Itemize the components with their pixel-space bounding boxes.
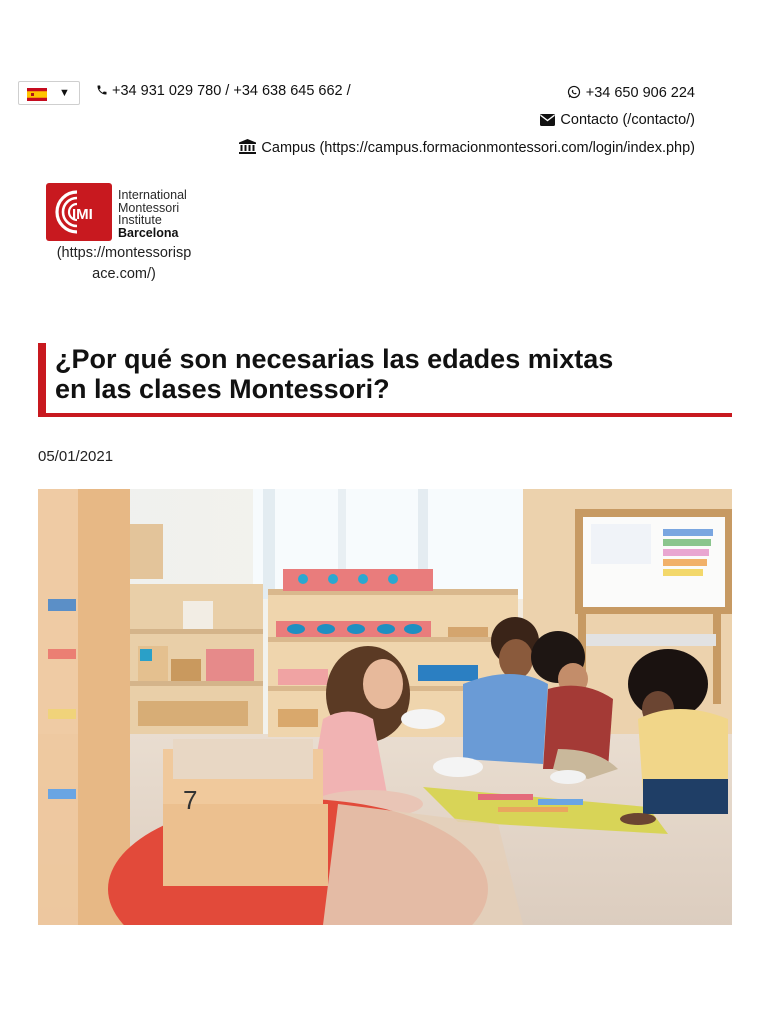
language-selector[interactable]	[18, 81, 80, 105]
article-title-block	[38, 343, 732, 417]
contact-link[interactable]	[540, 112, 695, 128]
article-title: ¿Por qué son necesarias las edades mixtas en las clases Montessori?	[55, 344, 614, 404]
logo-wordmark: International Montessori Institute Barcelona	[118, 188, 187, 240]
article-featured-image	[38, 489, 732, 925]
envelope-icon	[540, 114, 555, 126]
contact-text: Contacto (/contacto/)	[560, 112, 695, 128]
svg-text:IMI: IMI	[72, 206, 93, 223]
campus-text: Campus (https://campus.formacionmontessori.com/login/index.php)	[261, 140, 695, 156]
article-date: 05/01/2021	[38, 448, 114, 465]
chevron-down-icon: ▼	[59, 87, 70, 99]
whatsapp-link[interactable]	[567, 85, 695, 101]
phone-icon	[96, 84, 108, 96]
imi-swirl-icon	[46, 183, 112, 241]
university-building-icon	[239, 139, 256, 154]
phones-text: +34 931 029 780 / +34 638 645 662 /	[112, 83, 351, 99]
whatsapp-icon	[567, 85, 581, 99]
imi-logo-mark	[46, 183, 112, 241]
whatsapp-text: +34 650 906 224	[585, 85, 695, 101]
spain-flag-icon	[27, 88, 47, 101]
logo-url-text: (https://montessorisp ace.com/)	[56, 245, 192, 282]
svg-text:7: 7	[183, 785, 198, 815]
campus-link[interactable]	[239, 139, 695, 156]
phone-numbers[interactable]	[96, 83, 351, 99]
